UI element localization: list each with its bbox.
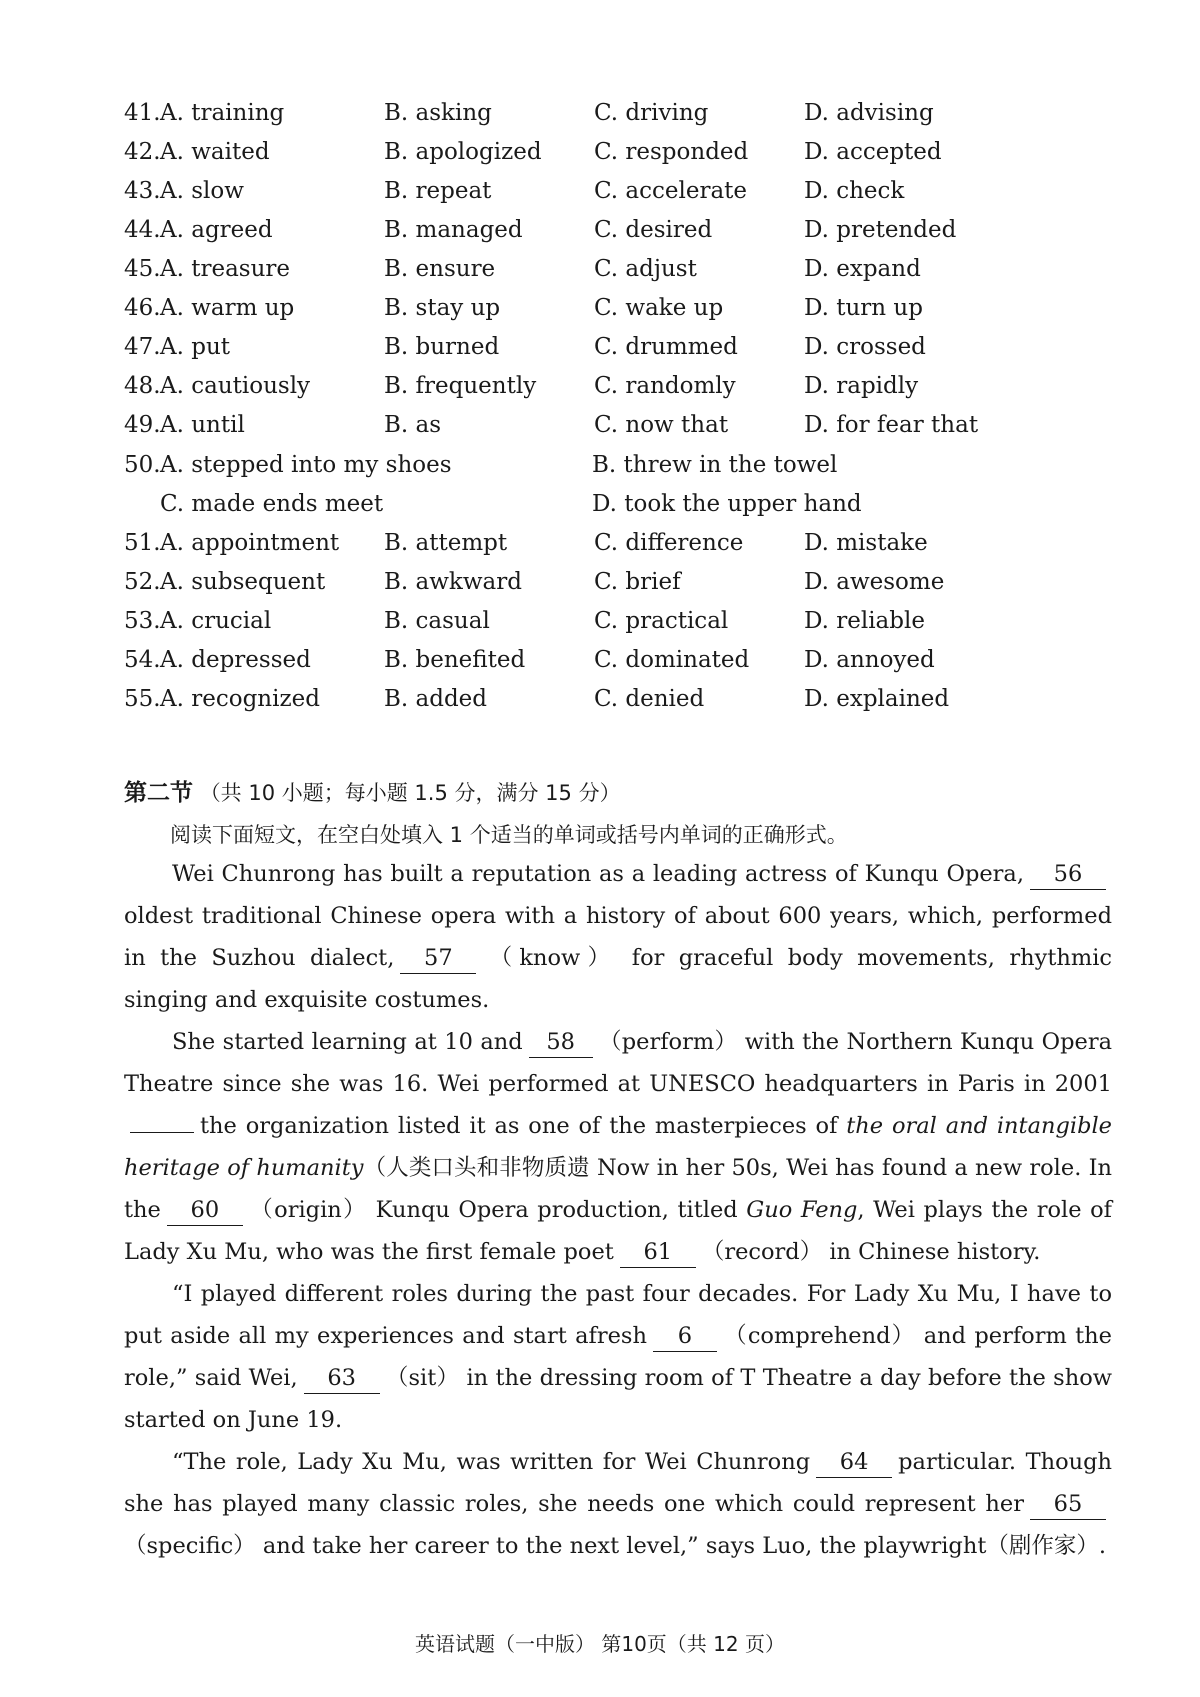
option-c: C. desired — [594, 217, 713, 243]
section-subtitle: （共 10 小题；每小题 1.5 分，满分 15 分） — [199, 781, 621, 805]
option-a: A. training — [160, 100, 285, 126]
question-row — [124, 326, 1044, 368]
option-a: A. warm up — [160, 295, 295, 321]
section-heading — [124, 773, 621, 813]
option-b: B. added — [384, 686, 488, 712]
question-row-50 — [124, 444, 1044, 486]
option-b: B. attempt — [384, 530, 508, 556]
paragraph-2: She started learning at 10 and 58 （perform） with the Northern Kunqu Opera Theatre since she was 16. Wei performed at UNESCO headquarters in Paris in 2001the organization listed it as one of the masterpieces of the oral and intangible heritage of humanity（人类口头和非物质遗 Now in her 50s, Wei has found a new role. In the 60 （origin） Kunqu Opera production, titled Guo Feng, Wei plays the role of Lady Xu Mu, who was the first female poet 61 （record） in Chinese history. — [124, 1021, 1112, 1273]
option-b: B. repeat — [384, 178, 492, 204]
option-d: D. mistake — [804, 530, 928, 556]
paragraph-3: “I played different roles during the past four decades. For Lady Xu Mu, I have to put aside all my experiences and start afresh 6 （comprehend） and perform the role,” said Wei, 63 （sit） in the dressing room of T Theatre a day before the show started on June 19. — [124, 1281, 1112, 1433]
option-a: A. treasure — [160, 256, 291, 282]
option-d: D. reliable — [804, 608, 925, 634]
question-number: 47. — [124, 334, 161, 360]
option-d: D. advising — [804, 100, 934, 126]
page-footer: 英语试题（一中版） 第10页（共 12 页） — [415, 1632, 785, 1656]
option-d: D. annoyed — [804, 647, 935, 673]
option-a: A. waited — [160, 139, 270, 165]
option-d: D. accepted — [804, 139, 942, 165]
option-b: B. ensure — [384, 256, 496, 282]
option-a: A. appointment — [160, 530, 340, 556]
question-row — [124, 600, 1044, 642]
option-b: B. as — [384, 412, 442, 438]
option-a: A. agreed — [160, 217, 273, 243]
option-c: C. dominated — [594, 647, 750, 673]
option-c: C. randomly — [594, 373, 736, 399]
option-c: C. adjust — [594, 256, 697, 282]
question-number: 51. — [124, 530, 161, 556]
question-number: 55. — [124, 686, 161, 712]
reading-passage — [124, 853, 1112, 1567]
option-c: C. made ends meet — [160, 491, 384, 517]
option-b: B. frequently — [384, 373, 537, 399]
option-a: A. crucial — [160, 608, 272, 634]
question-row — [124, 678, 1044, 720]
question-row — [124, 92, 1044, 134]
question-number: 53. — [124, 608, 161, 634]
option-a: A. slow — [160, 178, 244, 204]
option-b: B. awkward — [384, 569, 522, 595]
question-number: 48. — [124, 373, 161, 399]
question-number: 50. — [124, 452, 161, 478]
blank-57: 57 — [400, 943, 476, 974]
option-c: C. denied — [594, 686, 705, 712]
blank-65: 65 — [1030, 1489, 1106, 1520]
option-a: A. until — [160, 412, 245, 438]
option-b: B. burned — [384, 334, 500, 360]
section-instruction: 阅读下面短文，在空白处填入 1 个适当的单词或括号内单词的正确形式。 — [170, 823, 848, 847]
option-b: B. benefited — [384, 647, 526, 673]
option-b: B. threw in the towel — [592, 452, 838, 478]
option-d: D. expand — [804, 256, 921, 282]
question-row — [124, 248, 1044, 290]
option-c: C. driving — [594, 100, 709, 126]
question-number: 44. — [124, 217, 161, 243]
option-a: A. subsequent — [160, 569, 326, 595]
blank-59 — [130, 1132, 194, 1133]
option-d: D. awesome — [804, 569, 945, 595]
option-d: D. check — [804, 178, 905, 204]
option-d: D. turn up — [804, 295, 923, 321]
option-c: C. drummed — [594, 334, 738, 360]
blank-63: 63 — [304, 1363, 380, 1394]
question-row — [124, 404, 1044, 446]
question-number: 52. — [124, 569, 161, 595]
question-row — [124, 209, 1044, 251]
option-c: C. responded — [594, 139, 749, 165]
option-b: B. asking — [384, 100, 492, 126]
option-b: B. stay up — [384, 295, 501, 321]
question-number: 43. — [124, 178, 161, 204]
option-d: D. rapidly — [804, 373, 919, 399]
option-a: A. put — [160, 334, 231, 360]
question-row-50-cont — [124, 483, 1044, 525]
option-a: A. cautiously — [160, 373, 311, 399]
question-row — [124, 639, 1044, 681]
blank-60: 60 — [167, 1195, 243, 1226]
option-d: D. explained — [804, 686, 950, 712]
option-a: A. recognized — [160, 686, 320, 712]
question-number: 42. — [124, 139, 161, 165]
paragraph-4: “The role, Lady Xu Mu, was written for Wei Chunrong 64 particular. Though she has played many classic roles, she needs one which could represent her 65（specific） and take her career to the next level,” says Luo, the playwright（剧作家）. — [124, 1449, 1113, 1559]
option-c: C. wake up — [594, 295, 724, 321]
option-c: C. now that — [594, 412, 729, 438]
option-b: B. managed — [384, 217, 523, 243]
blank-64: 64 — [816, 1447, 892, 1478]
option-c: C. brief — [594, 569, 681, 595]
question-row — [124, 561, 1044, 603]
option-c: C. practical — [594, 608, 729, 634]
option-a: A. stepped into my shoes — [160, 452, 452, 478]
question-number: 45. — [124, 256, 161, 282]
option-d: D. for fear that — [804, 412, 979, 438]
question-row — [124, 131, 1044, 173]
option-d: D. pretended — [804, 217, 957, 243]
question-row — [124, 170, 1044, 212]
paragraph-1: Wei Chunrong has built a reputation as a leading actress of Kunqu Opera, 56oldest traditional Chinese opera with a history of about 600 years, which, performed in the Suzhou dialect, 57 （know） for graceful body movements, rhythmic singing and exquisite costumes. — [124, 861, 1112, 1013]
option-a: A. depressed — [160, 647, 311, 673]
option-c: C. difference — [594, 530, 744, 556]
option-b: B. apologized — [384, 139, 542, 165]
question-row — [124, 365, 1044, 407]
blank-61: 61 — [620, 1237, 696, 1268]
option-b: B. casual — [384, 608, 490, 634]
section-title: 第二节 — [124, 780, 193, 806]
question-row — [124, 522, 1044, 564]
question-number: 46. — [124, 295, 161, 321]
option-c: C. accelerate — [594, 178, 748, 204]
blank-62: 6 — [653, 1321, 717, 1352]
blank-58: 58 — [529, 1027, 593, 1058]
option-d: D. took the upper hand — [592, 491, 862, 517]
question-number: 49. — [124, 412, 161, 438]
option-d: D. crossed — [804, 334, 926, 360]
question-number: 54. — [124, 647, 161, 673]
question-row — [124, 287, 1044, 329]
question-number: 41. — [124, 100, 161, 126]
blank-56: 56 — [1030, 859, 1106, 890]
